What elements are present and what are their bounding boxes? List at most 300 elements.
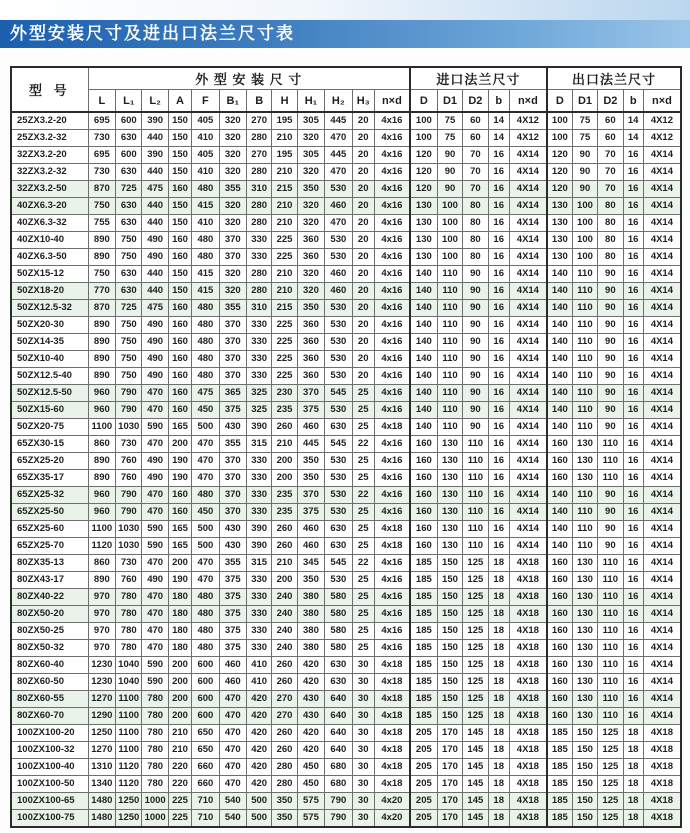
value-cell: 545 xyxy=(325,385,352,402)
value-cell: 60 xyxy=(463,112,488,130)
value-cell: 480 xyxy=(192,181,219,198)
value-cell: 18 xyxy=(488,555,509,572)
value-cell: 960 xyxy=(88,487,115,504)
value-cell: 410 xyxy=(246,674,271,691)
value-cell: 4x16 xyxy=(374,334,410,351)
value-cell: 4X14 xyxy=(509,232,547,249)
value-cell: 630 xyxy=(325,657,352,674)
value-cell: 370 xyxy=(297,385,324,402)
value-cell: 420 xyxy=(246,725,271,742)
model-cell: 100ZX100-32 xyxy=(11,742,88,759)
value-cell: 18 xyxy=(488,776,509,793)
value-cell: 20 xyxy=(352,249,374,266)
model-cell: 80ZX60-50 xyxy=(11,674,88,691)
value-cell: 125 xyxy=(598,793,623,810)
value-cell: 16 xyxy=(488,504,509,521)
value-cell: 80 xyxy=(598,198,623,215)
table-row xyxy=(11,776,681,793)
value-cell: 225 xyxy=(168,793,191,810)
value-cell: 500 xyxy=(192,538,219,555)
value-cell: 16 xyxy=(623,555,643,572)
value-cell: 125 xyxy=(598,810,623,828)
model-cell: 25ZX3.2-20 xyxy=(11,112,88,130)
value-cell: 140 xyxy=(410,334,437,351)
value-cell: 16 xyxy=(623,147,643,164)
value-cell: 4X14 xyxy=(643,657,681,674)
value-cell: 350 xyxy=(272,793,297,810)
value-cell: 235 xyxy=(272,402,297,419)
value-cell: 225 xyxy=(272,232,297,249)
value-cell: 450 xyxy=(297,776,324,793)
table-row xyxy=(11,691,681,708)
value-cell: 470 xyxy=(142,606,168,623)
value-cell: 90 xyxy=(437,147,462,164)
value-cell: 160 xyxy=(547,572,572,589)
value-cell: 710 xyxy=(192,793,219,810)
value-cell: 100 xyxy=(572,215,597,232)
value-cell: 160 xyxy=(168,232,191,249)
value-cell: 790 xyxy=(325,793,352,810)
value-cell: 350 xyxy=(297,470,324,487)
value-cell: 210 xyxy=(272,283,297,300)
value-cell: 780 xyxy=(142,708,168,725)
value-cell: 90 xyxy=(463,266,488,283)
value-cell: 240 xyxy=(272,606,297,623)
value-cell: 90 xyxy=(598,283,623,300)
value-cell: 780 xyxy=(142,725,168,742)
value-cell: 80 xyxy=(463,215,488,232)
value-cell: 150 xyxy=(168,130,191,147)
value-cell: 4X14 xyxy=(509,147,547,164)
value-cell: 240 xyxy=(272,589,297,606)
value-cell: 725 xyxy=(116,181,142,198)
value-cell: 110 xyxy=(572,283,597,300)
value-cell: 150 xyxy=(168,283,191,300)
value-cell: 470 xyxy=(142,487,168,504)
value-cell: 16 xyxy=(488,249,509,266)
value-cell: 125 xyxy=(598,725,623,742)
value-cell: 80 xyxy=(463,232,488,249)
value-cell: 25 xyxy=(352,572,374,589)
value-cell: 90 xyxy=(598,368,623,385)
value-cell: 370 xyxy=(219,504,246,521)
value-cell: 470 xyxy=(325,130,352,147)
value-cell: 380 xyxy=(297,606,324,623)
value-cell: 110 xyxy=(463,504,488,521)
value-cell: 125 xyxy=(463,623,488,640)
group-header: 外 型 安 装 尺 寸 xyxy=(88,67,410,90)
value-cell: 90 xyxy=(437,181,462,198)
value-cell: 600 xyxy=(192,691,219,708)
value-cell: 320 xyxy=(297,266,324,283)
value-cell: 1120 xyxy=(116,776,142,793)
value-cell: 970 xyxy=(88,606,115,623)
value-cell: 110 xyxy=(572,402,597,419)
value-cell: 320 xyxy=(219,130,246,147)
value-cell: 16 xyxy=(488,368,509,385)
value-cell: 30 xyxy=(352,776,374,793)
value-cell: 470 xyxy=(142,640,168,657)
value-cell: 4X18 xyxy=(509,555,547,572)
value-cell: 630 xyxy=(116,283,142,300)
value-cell: 145 xyxy=(463,742,488,759)
value-cell: 185 xyxy=(547,759,572,776)
value-cell: 4x16 xyxy=(374,572,410,589)
value-cell: 375 xyxy=(219,572,246,589)
value-cell: 110 xyxy=(572,504,597,521)
value-cell: 310 xyxy=(246,181,271,198)
value-cell: 80 xyxy=(598,215,623,232)
value-cell: 120 xyxy=(410,181,437,198)
value-cell: 470 xyxy=(219,742,246,759)
value-cell: 960 xyxy=(88,385,115,402)
value-cell: 4x18 xyxy=(374,759,410,776)
value-cell: 4X18 xyxy=(509,572,547,589)
value-cell: 260 xyxy=(272,538,297,555)
value-cell: 140 xyxy=(547,487,572,504)
value-cell: 90 xyxy=(598,266,623,283)
value-cell: 90 xyxy=(437,164,462,181)
value-cell: 130 xyxy=(437,487,462,504)
value-cell: 110 xyxy=(437,283,462,300)
value-cell: 100 xyxy=(572,198,597,215)
value-cell: 90 xyxy=(598,521,623,538)
value-cell: 110 xyxy=(572,521,597,538)
value-cell: 320 xyxy=(219,266,246,283)
value-cell: 710 xyxy=(192,810,219,828)
value-cell: 200 xyxy=(272,453,297,470)
value-cell: 4X14 xyxy=(643,249,681,266)
value-cell: 750 xyxy=(116,351,142,368)
value-cell: 365 xyxy=(219,385,246,402)
value-cell: 200 xyxy=(168,555,191,572)
value-cell: 20 xyxy=(352,198,374,215)
spec-table xyxy=(10,66,682,828)
value-cell: 16 xyxy=(623,589,643,606)
value-cell: 160 xyxy=(547,589,572,606)
value-cell: 4X18 xyxy=(509,623,547,640)
value-cell: 20 xyxy=(352,351,374,368)
value-cell: 640 xyxy=(325,708,352,725)
value-cell: 350 xyxy=(297,572,324,589)
value-cell: 1290 xyxy=(88,708,115,725)
column-header: H xyxy=(272,90,297,113)
value-cell: 755 xyxy=(88,215,115,232)
value-cell: 530 xyxy=(325,317,352,334)
value-cell: 16 xyxy=(623,249,643,266)
value-cell: 215 xyxy=(272,300,297,317)
value-cell: 190 xyxy=(168,572,191,589)
value-cell: 110 xyxy=(598,623,623,640)
value-cell: 125 xyxy=(463,606,488,623)
table-row xyxy=(11,266,681,283)
value-cell: 130 xyxy=(572,453,597,470)
value-cell: 470 xyxy=(219,691,246,708)
value-cell: 4X14 xyxy=(643,351,681,368)
value-cell: 390 xyxy=(142,147,168,164)
value-cell: 530 xyxy=(325,402,352,419)
value-cell: 590 xyxy=(142,674,168,691)
model-cell: 50ZX12.5-50 xyxy=(11,385,88,402)
value-cell: 4x16 xyxy=(374,130,410,147)
value-cell: 25 xyxy=(352,504,374,521)
value-cell: 4x18 xyxy=(374,419,410,436)
value-cell: 330 xyxy=(246,232,271,249)
value-cell: 440 xyxy=(142,198,168,215)
value-cell: 4X12 xyxy=(643,130,681,147)
value-cell: 4X14 xyxy=(643,589,681,606)
value-cell: 310 xyxy=(246,300,271,317)
table-row xyxy=(11,538,681,555)
value-cell: 530 xyxy=(325,300,352,317)
value-cell: 140 xyxy=(410,283,437,300)
value-cell: 180 xyxy=(168,640,191,657)
value-cell: 90 xyxy=(598,300,623,317)
table-row xyxy=(11,181,681,198)
value-cell: 130 xyxy=(437,521,462,538)
value-cell: 90 xyxy=(598,402,623,419)
value-cell: 4X18 xyxy=(509,759,547,776)
model-cell: 100ZX100-50 xyxy=(11,776,88,793)
value-cell: 780 xyxy=(116,623,142,640)
value-cell: 90 xyxy=(572,164,597,181)
value-cell: 160 xyxy=(168,487,191,504)
value-cell: 125 xyxy=(463,572,488,589)
value-cell: 360 xyxy=(297,249,324,266)
value-cell: 730 xyxy=(116,555,142,572)
value-cell: 185 xyxy=(410,623,437,640)
value-cell: 18 xyxy=(488,708,509,725)
value-cell: 4X14 xyxy=(643,623,681,640)
value-cell: 260 xyxy=(272,725,297,742)
column-header: F xyxy=(192,90,219,113)
value-cell: 130 xyxy=(437,470,462,487)
value-cell: 150 xyxy=(572,725,597,742)
value-cell: 330 xyxy=(246,606,271,623)
value-cell: 160 xyxy=(547,606,572,623)
column-header: n×d xyxy=(509,90,547,113)
value-cell: 4x16 xyxy=(374,606,410,623)
value-cell: 170 xyxy=(437,810,462,828)
value-cell: 4X14 xyxy=(643,385,681,402)
value-cell: 725 xyxy=(116,300,142,317)
value-cell: 150 xyxy=(437,657,462,674)
value-cell: 150 xyxy=(437,572,462,589)
value-cell: 145 xyxy=(463,810,488,828)
value-cell: 530 xyxy=(325,453,352,470)
value-cell: 16 xyxy=(488,215,509,232)
value-cell: 4X18 xyxy=(643,776,681,793)
value-cell: 200 xyxy=(168,657,191,674)
value-cell: 370 xyxy=(219,487,246,504)
value-cell: 140 xyxy=(547,385,572,402)
value-cell: 185 xyxy=(410,589,437,606)
value-cell: 460 xyxy=(325,283,352,300)
value-cell: 185 xyxy=(410,640,437,657)
value-cell: 420 xyxy=(246,708,271,725)
value-cell: 125 xyxy=(463,589,488,606)
value-cell: 110 xyxy=(437,385,462,402)
value-cell: 330 xyxy=(246,640,271,657)
value-cell: 280 xyxy=(246,266,271,283)
value-cell: 90 xyxy=(463,334,488,351)
value-cell: 890 xyxy=(88,317,115,334)
value-cell: 185 xyxy=(410,555,437,572)
column-header: D2 xyxy=(598,90,623,113)
value-cell: 4x16 xyxy=(374,283,410,300)
value-cell: 350 xyxy=(272,810,297,828)
value-cell: 160 xyxy=(168,317,191,334)
value-cell: 1100 xyxy=(88,521,115,538)
value-cell: 640 xyxy=(325,691,352,708)
table-row xyxy=(11,589,681,606)
value-cell: 180 xyxy=(168,606,191,623)
value-cell: 100 xyxy=(437,198,462,215)
model-cell: 80ZX60-55 xyxy=(11,691,88,708)
value-cell: 30 xyxy=(352,742,374,759)
value-cell: 110 xyxy=(598,674,623,691)
value-cell: 110 xyxy=(572,538,597,555)
value-cell: 120 xyxy=(410,147,437,164)
value-cell: 4X14 xyxy=(643,708,681,725)
value-cell: 1000 xyxy=(142,810,168,828)
value-cell: 185 xyxy=(547,742,572,759)
value-cell: 320 xyxy=(297,130,324,147)
value-cell: 16 xyxy=(623,487,643,504)
value-cell: 160 xyxy=(547,708,572,725)
value-cell: 120 xyxy=(547,181,572,198)
value-cell: 630 xyxy=(116,266,142,283)
value-cell: 270 xyxy=(246,147,271,164)
value-cell: 415 xyxy=(192,266,219,283)
model-cell: 50ZX18-20 xyxy=(11,283,88,300)
value-cell: 630 xyxy=(116,164,142,181)
value-cell: 790 xyxy=(116,402,142,419)
value-cell: 1030 xyxy=(116,538,142,555)
value-cell: 4x18 xyxy=(374,674,410,691)
value-cell: 530 xyxy=(325,487,352,504)
value-cell: 790 xyxy=(116,504,142,521)
value-cell: 260 xyxy=(272,674,297,691)
value-cell: 460 xyxy=(219,657,246,674)
value-cell: 130 xyxy=(572,657,597,674)
value-cell: 150 xyxy=(437,708,462,725)
value-cell: 1030 xyxy=(116,521,142,538)
value-cell: 4X14 xyxy=(643,453,681,470)
value-cell: 210 xyxy=(272,215,297,232)
value-cell: 170 xyxy=(437,759,462,776)
value-cell: 330 xyxy=(246,317,271,334)
value-cell: 18 xyxy=(488,640,509,657)
value-cell: 125 xyxy=(463,555,488,572)
value-cell: 16 xyxy=(623,215,643,232)
value-cell: 545 xyxy=(325,436,352,453)
value-cell: 330 xyxy=(246,470,271,487)
value-cell: 475 xyxy=(192,385,219,402)
value-cell: 110 xyxy=(437,351,462,368)
value-cell: 16 xyxy=(623,266,643,283)
value-cell: 540 xyxy=(219,810,246,828)
value-cell: 4X14 xyxy=(643,215,681,232)
value-cell: 760 xyxy=(116,453,142,470)
value-cell: 30 xyxy=(352,708,374,725)
value-cell: 16 xyxy=(488,470,509,487)
value-cell: 140 xyxy=(410,300,437,317)
value-cell: 4X14 xyxy=(509,436,547,453)
value-cell: 4x16 xyxy=(374,249,410,266)
value-cell: 355 xyxy=(219,436,246,453)
value-cell: 4X18 xyxy=(509,640,547,657)
table-row xyxy=(11,198,681,215)
value-cell: 18 xyxy=(488,606,509,623)
value-cell: 160 xyxy=(168,351,191,368)
value-cell: 470 xyxy=(142,402,168,419)
value-cell: 125 xyxy=(463,691,488,708)
value-cell: 430 xyxy=(297,708,324,725)
column-header: H₁ xyxy=(297,90,324,113)
model-column-header: 型 号 xyxy=(11,67,88,112)
value-cell: 580 xyxy=(325,606,352,623)
value-cell: 205 xyxy=(410,759,437,776)
value-cell: 4X14 xyxy=(509,351,547,368)
value-cell: 4X18 xyxy=(509,725,547,742)
value-cell: 16 xyxy=(623,470,643,487)
value-cell: 160 xyxy=(410,521,437,538)
value-cell: 205 xyxy=(410,810,437,828)
value-cell: 150 xyxy=(437,623,462,640)
value-cell: 170 xyxy=(437,776,462,793)
value-cell: 16 xyxy=(623,691,643,708)
value-cell: 140 xyxy=(410,402,437,419)
value-cell: 30 xyxy=(352,674,374,691)
value-cell: 470 xyxy=(142,436,168,453)
value-cell: 730 xyxy=(88,130,115,147)
value-cell: 125 xyxy=(598,776,623,793)
value-cell: 16 xyxy=(623,657,643,674)
value-cell: 1270 xyxy=(88,691,115,708)
value-cell: 110 xyxy=(572,317,597,334)
value-cell: 100 xyxy=(437,232,462,249)
page-title: 外型安装尺寸及进出口法兰尺寸表 xyxy=(10,24,295,43)
value-cell: 110 xyxy=(437,419,462,436)
model-cell: 65ZX25-70 xyxy=(11,538,88,555)
value-cell: 18 xyxy=(623,742,643,759)
value-cell: 320 xyxy=(219,112,246,130)
value-cell: 470 xyxy=(325,215,352,232)
value-cell: 490 xyxy=(142,453,168,470)
column-header: B₁ xyxy=(219,90,246,113)
value-cell: 770 xyxy=(88,283,115,300)
value-cell: 470 xyxy=(325,164,352,181)
value-cell: 160 xyxy=(547,674,572,691)
value-cell: 305 xyxy=(297,112,324,130)
value-cell: 4x16 xyxy=(374,351,410,368)
value-cell: 70 xyxy=(463,147,488,164)
value-cell: 210 xyxy=(272,164,297,181)
value-cell: 16 xyxy=(488,538,509,555)
value-cell: 150 xyxy=(168,112,191,130)
value-cell: 220 xyxy=(168,776,191,793)
value-cell: 420 xyxy=(297,725,324,742)
model-cell: 80ZX50-32 xyxy=(11,640,88,657)
value-cell: 530 xyxy=(325,232,352,249)
value-cell: 16 xyxy=(488,300,509,317)
value-cell: 210 xyxy=(272,130,297,147)
value-cell: 110 xyxy=(598,453,623,470)
value-cell: 490 xyxy=(142,572,168,589)
model-cell: 50ZX20-30 xyxy=(11,317,88,334)
value-cell: 125 xyxy=(463,674,488,691)
